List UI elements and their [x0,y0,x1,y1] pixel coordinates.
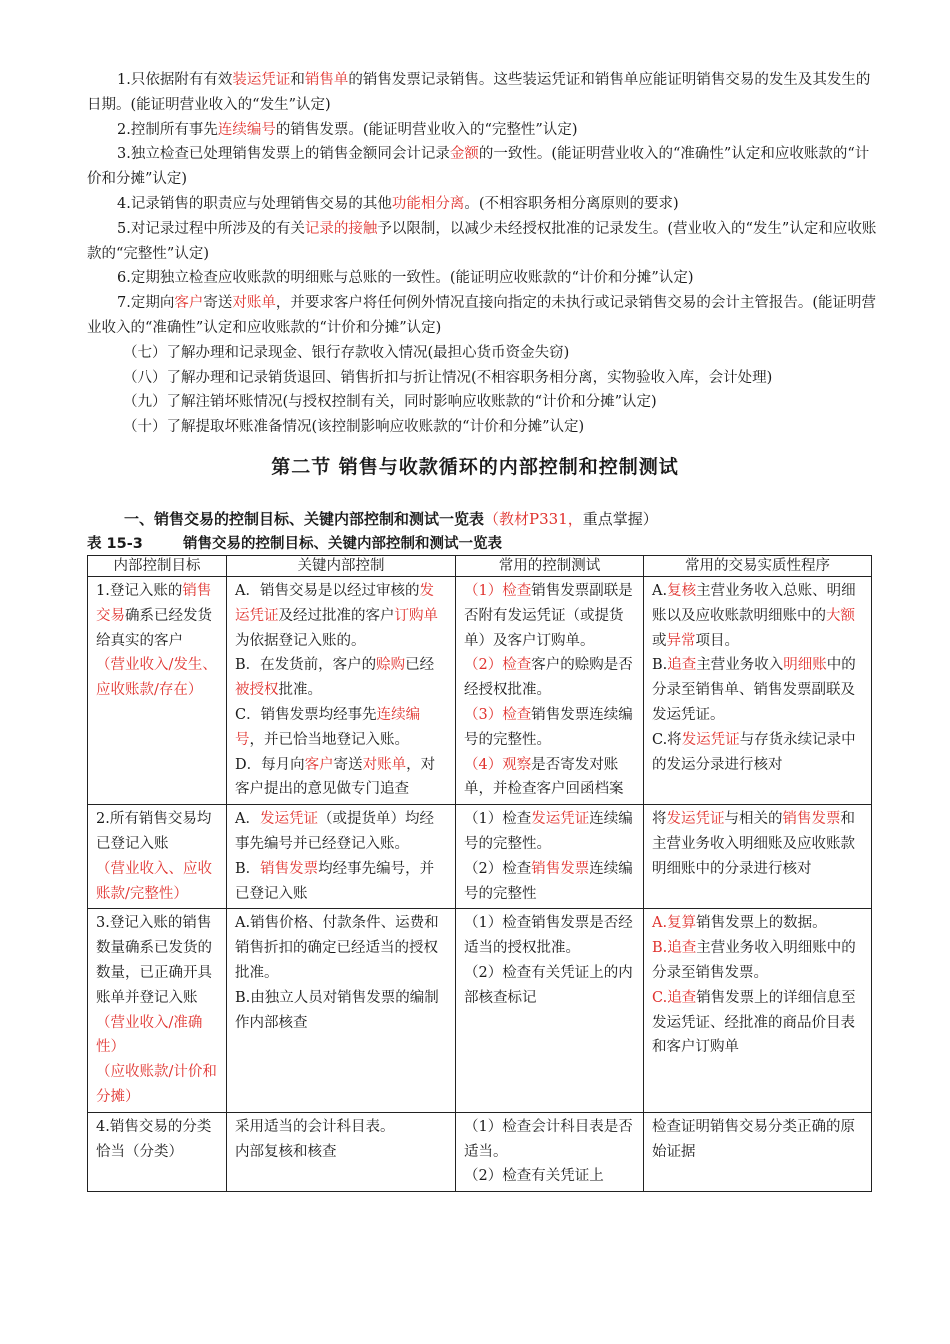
text-segment: 4.销售交易的分类恰当（分类） [96,1118,212,1160]
text-segment: B． [235,860,261,877]
text-segment: 中的分录至销售单、销售发票副联及发运凭证。 [652,657,856,723]
cell-paragraph [652,807,863,881]
cell-paragraph [235,1115,447,1140]
text-segment: 批准。 [278,682,322,699]
highlighted-text: 客户 [174,295,204,312]
text-segment: 6.定期独立检查应收账款的明细账与总账的一致性。(能证明应收账款的“计价和分摊”认定) [117,270,694,287]
text-segment: 为依据登记入账的。 [235,632,366,649]
highlighted-text: （2）检查 [464,657,532,674]
key-control-cell [227,909,456,1112]
key-control-cell [227,805,456,909]
text-segment: 主营业务收入 [696,657,784,674]
cell-paragraph [464,703,635,753]
table-caption [87,532,502,553]
subitem-1: （七）了解办理和记录现金、银行存款收入情况(最担心货币资金失窃) [123,344,570,361]
text-segment: 及经过批准的客户 [278,607,395,624]
text-segment: 的销售发票。(能证明营业收入的“完整性”认定) [275,121,578,138]
procedure-item-7 [87,291,877,341]
cell-paragraph [464,807,635,857]
cell-paragraph [96,911,218,1010]
text-segment: 予以限制，以减少未经授权批准的记录发生。(营业收入的“发生”认定和应收账款的“完整性”认定) [87,220,877,262]
text-segment: 和 [290,72,305,88]
text-segment: 确系已经发货给真实的客户 [96,607,212,649]
cell-paragraph [464,911,635,961]
cell-paragraph [96,1060,218,1110]
highlighted-text: 金额 [449,146,479,163]
text-segment: 5.对记录过程中所涉及的有关 [117,220,305,237]
subheading-note-2: 重点掌握） [582,510,658,528]
highlighted-text: （应收账款/计价和分摊） [96,1064,217,1105]
text-segment: 连续编号的完整性。 [464,811,633,852]
text-segment: 已经 [405,657,435,674]
text-segment: D．每月向 [235,756,305,773]
text-segment: ，并已恰当地登记入账。 [249,731,409,748]
header-objective: 内部控制目标 [88,556,227,577]
text-segment: 主营业务收入明细账中的分录至销售发票。 [652,940,856,981]
highlighted-text: C. [652,989,668,1006]
control-test-cell [456,909,644,1112]
cell-paragraph [96,579,218,653]
text-segment: 连续编号的完整性 [464,860,633,902]
control-test-cell [456,577,644,805]
control-test-cell [456,805,644,909]
table-row [88,1112,872,1191]
section-title: 第二节 销售与收款循环的内部控制和控制测试 [271,456,679,478]
text-segment: 4.记录销售的职责应与处理销售交易的其他 [117,195,392,212]
highlighted-text: 连续编号 [235,706,421,748]
highlighted-text: （营业收入、应收账款/完整性） [96,860,212,902]
cell-paragraph [96,807,218,857]
control-table [87,555,872,1192]
table-row [88,577,872,805]
table-title: 销售交易的控制目标、关键内部控制和测试一览表 [183,536,502,552]
text-segment: 销售发票副联是否附有发运凭证（或提货单）及客户订购单。 [464,583,633,649]
text-segment: 将 [652,811,667,828]
highlighted-text: 销售交易 [96,583,212,624]
highlighted-text: B. [652,940,668,957]
highlighted-text: 异常 [666,632,696,649]
cell-paragraph [652,653,863,727]
text-segment: （2）检查有关凭证上的内部核查标记 [464,964,633,1006]
cell-paragraph [464,1164,635,1189]
cell-paragraph [652,936,863,986]
text-segment: （或提货单）均经事先编号并已经登记入账。 [235,811,434,852]
highlighted-text: （3）检查 [464,706,532,723]
highlighted-text: 记录的接触 [304,220,378,237]
text-segment: 客户的赊购是否经授权批准。 [464,657,633,699]
cell-paragraph [235,703,447,753]
text-segment: 采用适当的会计科目表。 [235,1118,395,1135]
cell-paragraph [235,579,447,653]
objective-cell [88,805,227,909]
highlighted-text: （1）检查 [464,583,532,599]
text-segment: 是否寄发对账单，并检查客户回函档案 [464,756,624,798]
highlighted-text: 装运凭证 [232,72,291,88]
table-row [88,805,872,909]
text-segment: ，对客户提出的意见做专门追查 [235,756,436,798]
procedure-list [87,68,877,440]
text-segment: 7.定期向 [117,295,175,312]
highlighted-text: 销售发票 [782,811,841,828]
cell-paragraph [652,579,863,653]
text-segment: （2）检查 [464,860,532,877]
highlighted-text: 追查 [667,940,697,957]
highlighted-text: （营业收入/准确性） [96,1014,203,1056]
text-segment: 销售发票连续编号的完整性。 [464,706,633,748]
cell-paragraph [235,986,447,1036]
cell-paragraph [235,1140,447,1165]
cell-paragraph [235,653,447,703]
text-segment: 1.只依据附有有效 [117,72,233,88]
cell-paragraph [464,653,635,703]
cell-paragraph [96,1011,218,1061]
cell-paragraph [235,753,447,803]
header-key-control: 关键内部控制 [227,556,456,577]
subheading-note: （教材P331， [484,510,583,528]
highlighted-text: 追查 [667,989,697,1006]
highlighted-text: 被授权 [235,682,279,699]
highlighted-text: 发运凭证 [681,731,740,748]
text-segment: 3.登记入账的销售数量确系已发货的数量，已正确开具账单并登记入账 [96,915,212,1006]
substantive-cell [644,1112,872,1191]
cell-paragraph [235,911,447,985]
cell-paragraph [464,857,635,907]
highlighted-text: （4）观察 [464,756,532,773]
text-segment: A. [652,583,668,599]
subheading [124,508,658,529]
cell-paragraph [652,911,863,936]
text-segment: （2）检查有关凭证上 [464,1168,604,1185]
text-segment: 销售发票上的数据。 [696,915,827,932]
cell-paragraph [96,653,218,703]
text-segment: 寄送 [333,756,363,773]
subheading-text: 一、销售交易的控制目标、关键内部控制和测试一览表 [124,510,485,528]
text-segment: 或 [652,632,667,649]
objective-cell [88,909,227,1112]
text-segment: （1）检查销售发票是否经适当的授权批准。 [464,915,633,957]
text-segment: A.销售价格、付款条件、运费和销售折扣的确定已经适当的授权批准。 [235,915,439,981]
text-segment: 的一致性。(能证明营业收入的“准确性”认定和应收账款的“计价和分摊”认定) [87,146,870,188]
highlighted-text: 销售单 [304,72,349,88]
cell-paragraph [96,857,218,907]
text-segment: 主营业务收入总账、明细账以及应收账款明细账中的 [652,583,856,624]
text-segment: 销售发票上的详细信息至发运凭证、经批准的商品价目表和客户订购单 [652,989,856,1056]
highlighted-text: 对账单 [232,295,276,312]
highlighted-text: 赊购 [376,657,406,674]
text-segment: 检查证明销售交易分类正确的原始证据 [652,1118,855,1160]
text-segment: 内部复核和核查 [235,1143,337,1160]
text-segment: 2.控制所有事先 [117,121,218,138]
cell-paragraph [464,579,635,653]
text-segment: B.由独立人员对销售发票的编制作内部核查 [235,989,439,1031]
highlighted-text: 销售发票 [260,860,319,877]
text-segment: （1）检查会计科目表是否适当。 [464,1118,633,1160]
subitem-2: （八）了解办理和记录销货退回、销售折扣与折让情况(不相容职务相分离，实物验收入库，会计处理) [123,369,773,386]
substantive-cell [644,577,872,805]
text-segment: 均经事先编号，并已登记入账 [235,860,435,902]
text-segment: 和主营业务收入明细账及应收账款明细账中的分录进行核对 [652,811,855,877]
control-test-cell [456,1112,644,1191]
text-segment: B．在发货前，客户的 [235,657,377,674]
header-control-test: 常用的控制测试 [456,556,644,577]
cell-paragraph [235,857,447,907]
highlighted-text: 发运凭证 [666,811,725,828]
cell-paragraph [652,1115,863,1165]
highlighted-text: 发运凭证 [531,811,590,828]
table-number: 表 15-3 [87,536,143,552]
highlighted-text: 大额 [826,607,855,624]
text-segment: C．销售发票均经事先 [235,706,377,723]
header-substantive: 常用的交易实质性程序 [644,556,872,577]
highlighted-text: 功能相分离 [391,195,465,212]
text-segment: A． [235,811,260,828]
highlighted-text: 发运凭证 [259,811,318,828]
highlighted-text: 客户 [304,756,334,773]
text-segment: 寄送 [203,295,233,312]
text-segment: 与相关的 [724,811,783,828]
text-segment: B. [652,657,668,674]
highlighted-text: 订购单 [394,607,438,624]
subitem-4: （十）了解提取坏账准备情况(该控制影响应收账款的“计价和分摊”认定) [123,419,585,436]
highlighted-text: 复核 [667,583,697,599]
text-segment: A．销售交易是以经过审核的 [235,583,420,599]
cell-paragraph [96,1115,218,1165]
text-segment: 项目。 [695,632,739,649]
cell-paragraph [464,961,635,1011]
highlighted-text: 复算 [667,915,697,932]
table-header-row [88,556,872,577]
text-segment: 1.登记入账的 [96,583,183,599]
highlighted-text: 连续编号 [217,121,276,138]
text-segment: 。(不相容职务相分离原则的要求) [464,195,679,212]
highlighted-text: A. [652,915,668,932]
objective-cell [88,577,227,805]
cell-paragraph [652,728,863,778]
procedure-item-1 [87,68,877,118]
procedure-item-6 [87,266,877,291]
text-segment: （1）检查 [464,811,532,828]
text-segment: C.将 [652,731,682,748]
highlighted-text: 销售发票 [531,860,590,877]
key-control-cell [227,577,456,805]
subitem-3: （九）了解注销坏账情况(与授权控制有关，同时影响应收账款的“计价和分摊”认定) [123,394,657,411]
highlighted-text: 明细账 [783,657,827,674]
table-row [88,909,872,1112]
procedure-item-2 [87,118,877,143]
text-segment: 与存货永续记录中的发运分录进行核对 [652,731,856,773]
procedure-item-3 [87,142,877,192]
text-segment: 的销售发票记录销售。这些装运凭证和销售单应能证明销售交易的发生及其发生的日期。(能证明营业收入的“发生”认定) [87,72,871,113]
highlighted-text: （营业收入/发生、应收账款/存在） [96,657,217,699]
cell-paragraph [235,807,447,857]
text-segment: ，并要求客户将任何例外情况直接向指定的未执行或记录销售交易的会计主管报告。(能证明营业收入的“准确性”认定和应收账款的“计价和分摊”认定) [87,295,876,336]
cell-paragraph [464,1115,635,1165]
substantive-cell [644,805,872,909]
procedure-item-5 [87,217,877,267]
text-segment: 3.独立检查已处理销售发票上的销售金额同会计记录 [117,146,450,163]
procedure-item-4 [87,192,877,217]
highlighted-text: 对账单 [362,756,407,773]
objective-cell [88,1112,227,1191]
cell-paragraph [464,753,635,803]
highlighted-text: 发运凭证 [235,583,434,624]
substantive-cell [644,909,872,1112]
highlighted-text: 追查 [667,657,697,674]
text-segment: 2.所有销售交易均已登记入账 [96,811,212,852]
cell-paragraph [652,986,863,1060]
key-control-cell [227,1112,456,1191]
